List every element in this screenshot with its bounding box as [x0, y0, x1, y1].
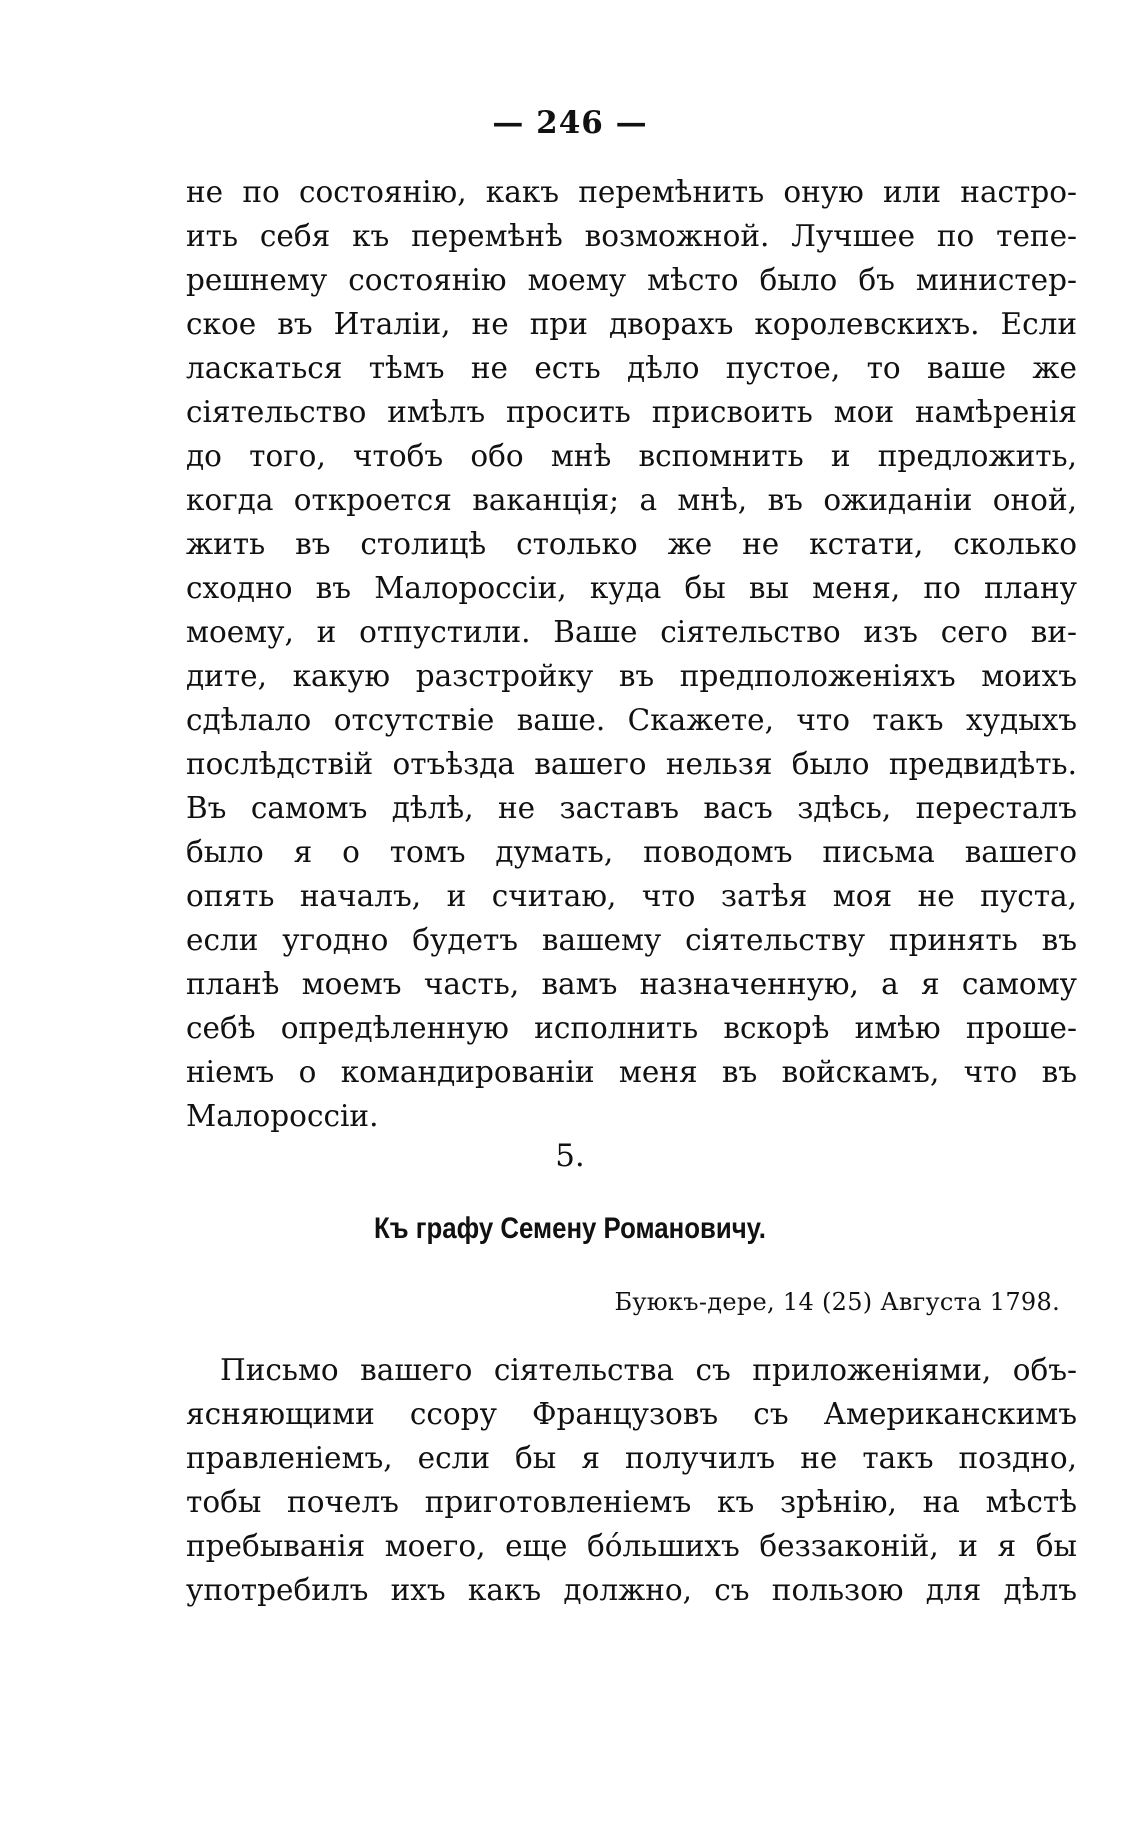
text-line: если угодно будетъ вашему сіятельству принять въ: [186, 923, 1077, 957]
text-line: решнему состоянію моему мѣсто было бъ министер-: [186, 263, 1077, 297]
text-line: ніемъ о командированіи меня въ войскамъ, что въ: [186, 1055, 1077, 1089]
text-line: было я о томъ думать, поводомъ письма вашего: [186, 835, 1077, 869]
letter-dateline: Буюкъ-дере, 14 (25) Августа 1798.: [614, 1288, 1060, 1316]
text-line: Малороссіи.: [186, 1099, 379, 1133]
text-line: Письмо вашего сіятельства съ приложеніями, объ-: [220, 1353, 1077, 1387]
text-line: ить себя къ перемѣнѣ возможной. Лучшее по тепе-: [186, 219, 1077, 253]
text-line: правленіемъ, если бы я получилъ не такъ поздно,: [186, 1441, 1077, 1475]
letter-body-paragraph: [186, 1348, 1077, 1612]
text-line: ское въ Италіи, не при дворахъ королевскихъ. Если: [186, 307, 1077, 341]
text-line: послѣдствій отъѣзда вашего нельзя было предвидѣть.: [186, 747, 1077, 781]
text-line: сходно въ Малороссіи, куда бы вы меня, по плану: [186, 571, 1077, 605]
text-line: жить въ столицѣ столько же не кстати, сколько: [186, 527, 1077, 561]
text-line: пребыванія моего, еще бо́льшихъ беззаконій, и я бы: [186, 1529, 1077, 1563]
text-line: ласкаться тѣмъ не есть дѣло пустое, то ваше же: [186, 351, 1077, 385]
letter-number: 5.: [555, 1138, 585, 1174]
letter-heading: Къ графу Семену Романовичу.: [374, 1212, 766, 1245]
text-line: не по состоянію, какъ перемѣнить оную или настро-: [186, 175, 1077, 209]
text-line: Въ самомъ дѣлѣ, не заставъ васъ здѣсь, пересталъ: [186, 791, 1077, 825]
text-line: ясняющими ссору Французовъ съ Американскимъ: [186, 1397, 1077, 1431]
page-number: — 246 —: [492, 105, 648, 141]
text-line: тобы почелъ приготовленіемъ къ зрѣнію, на мѣстѣ: [186, 1485, 1077, 1519]
text-line: употребилъ ихъ какъ должно, съ пользою для дѣлъ: [186, 1573, 1077, 1607]
letter-continuation-paragraph: [186, 170, 1077, 1138]
text-line: опять началъ, и считаю, что затѣя моя не пуста,: [186, 879, 1077, 913]
text-line: моему, и отпустили. Ваше сіятельство изъ сего ви-: [186, 615, 1077, 649]
text-line: сіятельство имѣлъ просить присвоить мои намѣренія: [186, 395, 1077, 429]
text-line: себѣ опредѣленную исполнить вскорѣ имѣю проше-: [186, 1011, 1077, 1045]
text-line: когда откроется ваканція; а мнѣ, въ ожиданіи оной,: [186, 483, 1077, 517]
text-line: дите, какую разстройку въ предположеніяхъ моихъ: [186, 659, 1077, 693]
text-line: планѣ моемъ часть, вамъ назначенную, а я самому: [186, 967, 1077, 1001]
text-line: до того, чтобъ обо мнѣ вспомнить и предложить,: [186, 439, 1077, 473]
text-line: сдѣлало отсутствіе ваше. Скажете, что такъ худыхъ: [186, 703, 1077, 737]
